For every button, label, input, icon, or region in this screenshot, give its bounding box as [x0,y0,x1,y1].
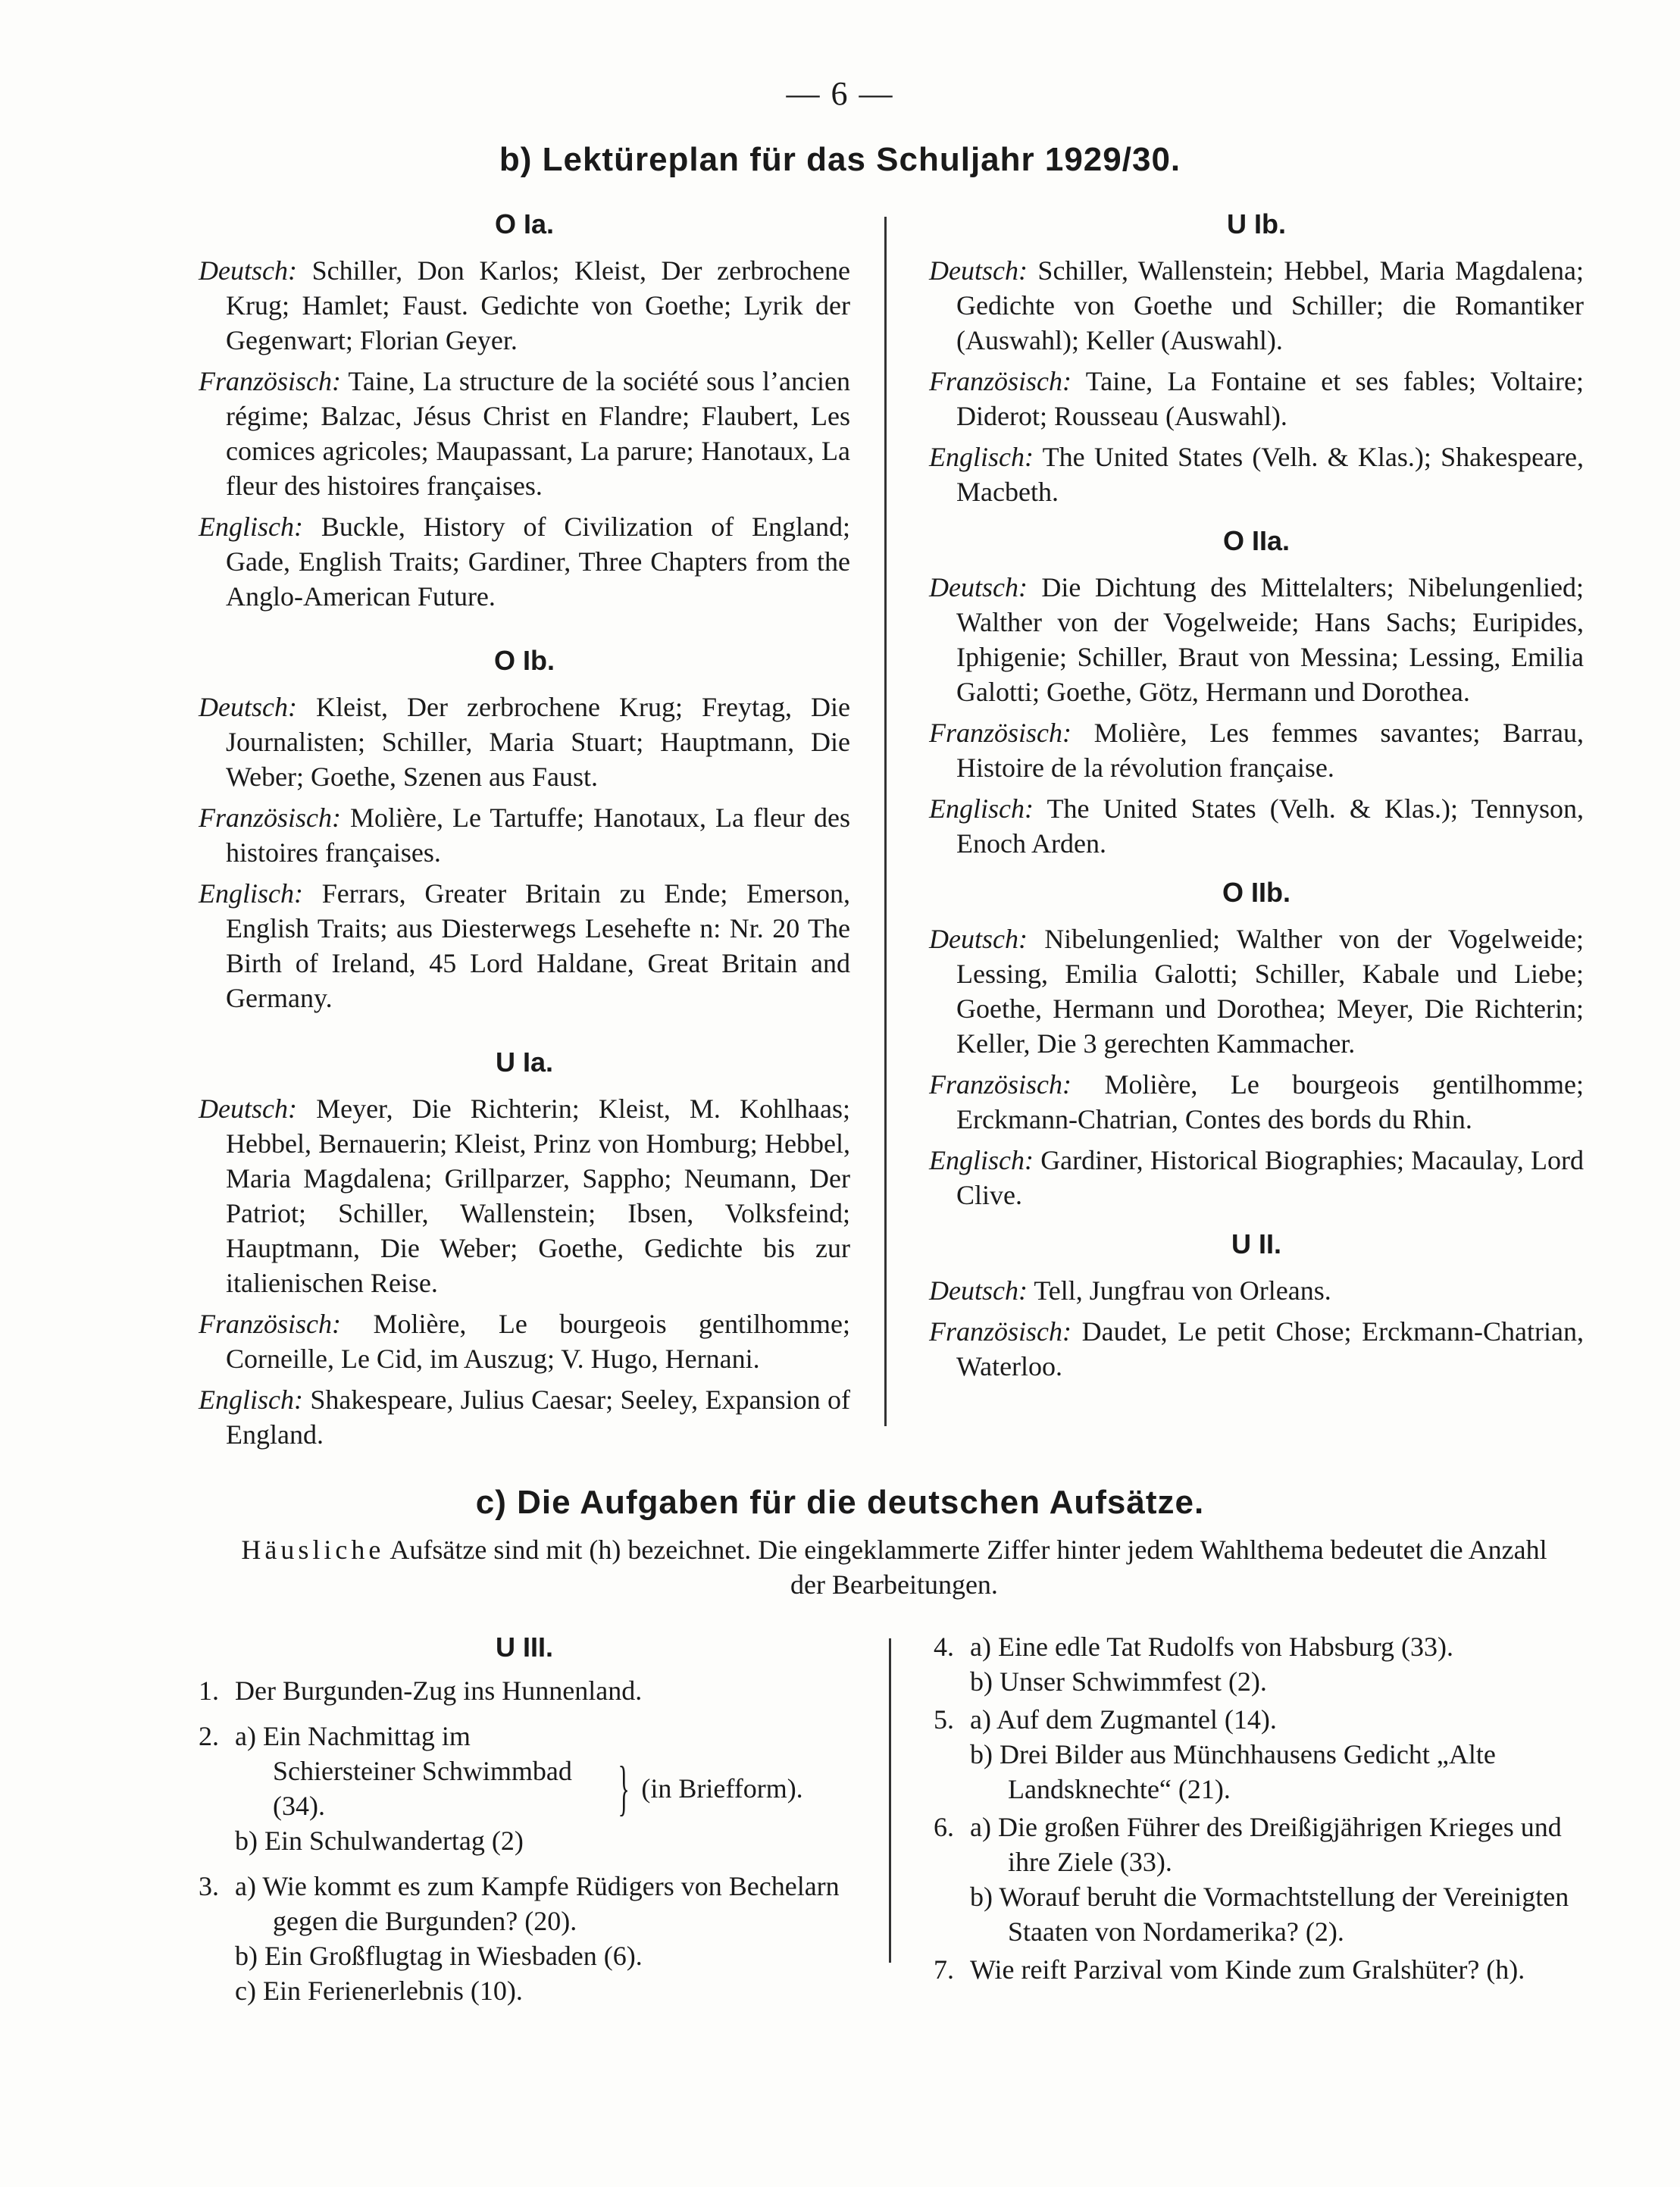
brace-icon: } [618,1755,630,1822]
section-c-title: c) Die Aufgaben für die deutschen Aufsätze. [475,1484,1205,1521]
essay-topics-left [199,1629,850,2019]
column-divider-essays [889,1638,891,1963]
reading-entry: Deutsch: Nibelungenlied; Walther von der Vogelweide; Lessing, Emilia Galotti; Schiller, Kabale und Liebe; Goethe, Hermann und Dorothea; Meyer, Die Richterin; Keller, Die 3 gerechten Kammacher. [929,924,1585,1059]
class-heading: U Ia. [495,1047,554,1078]
reading-entry: Französisch: Molière, Le bourgeois gentilhomme; Erckmann-Chatrian, Contes des bords du Rhin. [929,1069,1585,1134]
section-b-title: b) Lektüreplan für das Schuljahr 1929/30. [499,141,1181,178]
reading-entry: Englisch: Buckle, History of Civilization of England; Gade, English Traits; Gardiner, Three Chapters from the Anglo-American Future. [199,512,851,612]
essay-topic: 1. Der Burgunden-Zug ins Hunnenland. [199,1675,643,1706]
reading-entry: Englisch: The United States (Velh. & Klas.); Shakespeare, Macbeth. [929,442,1585,507]
reading-plan-left-column [199,206,850,1458]
reading-entry: Englisch: The United States (Velh. & Klas.); Tennyson, Enoch Arden. [929,793,1584,859]
reading-entry: Deutsch: Kleist, Der zerbrochene Krug; Freytag, Die Journalisten; Schiller, Maria Stuart; Hauptmann, Die Weber; Goethe, Szenen aus Faust. [199,692,850,792]
class-heading: O IIb. [1222,877,1291,908]
reading-entry: Englisch: Gardiner, Historical Biographies; Macaulay, Lord Clive. [929,1145,1584,1210]
reading-entry: Englisch: Ferrars, Greater Britain zu Ende; Emerson, English Traits; aus Diesterwegs Lesehefte n: Nr. 20 The Birth of Ireland, 45 Lord Haldane, Great Britain and Germany. [199,878,850,1013]
reading-entry: Englisch: Shakespeare, Julius Caesar; Seeley, Expansion of England. [199,1384,850,1450]
essay-topic: 4. a) Eine edle Tat Rudolfs von Habsburg (33). b) Unser Schwimmfest (2). [934,1632,1454,1697]
class-heading: O IIa. [1222,525,1291,556]
reading-entry: Französisch: Taine, La Fontaine et ses fables; Voltaire; Diderot; Rousseau (Auswahl). [929,366,1584,431]
reading-plan-right-column [929,206,1584,1390]
reading-entry: Deutsch: Tell, Jungfrau von Orleans. [929,1275,1331,1306]
reading-entry: Französisch: Molière, Le Tartuffe; Hanotaux, La fleur des histoires françaises. [199,803,850,868]
page-number: — 6 — [786,75,894,112]
class-heading: O Ia. [494,208,555,239]
essay-topic: 5. a) Auf dem Zugmantel (14). b) Drei Bilder aus Münchhausens Gedicht „Alte Landsknechte“ (21). [934,1704,1496,1804]
class-heading: O Ib. [494,645,555,676]
reading-entry: Deutsch: Schiller, Wallenstein; Hebbel, Maria Magdalena; Gedichte von Goethe und Schiller; die Romantiker (Auswahl); Keller (Auswahl). [929,255,1584,355]
class-heading: U II. [1231,1228,1281,1259]
reading-entry: Französisch: Molière, Le bourgeois gentilhomme; Corneille, Le Cid, im Auszug; V. Hugo, Hernani. [199,1309,851,1374]
reading-entry: Französisch: Molière, Les femmes savantes; Barrau, Histoire de la révolution française. [929,718,1584,783]
essay-topics-right [934,1629,1588,1998]
reading-entry: Französisch: Daudet, Le petit Chose; Erckmann-Chatrian, Waterloo. [929,1316,1584,1381]
reading-entry: Deutsch: Schiller, Don Karlos; Kleist, Der zerbrochene Krug; Hamlet; Faust. Gedichte von Goethe; Lyrik der Gegenwart; Florian Geyer. [199,255,851,355]
column-divider [884,217,887,1426]
reading-entry: Französisch: Taine, La structure de la société sous l’ancien régime; Balzac, Jésus Christ en Flandre; Flaubert, Les comices agricoles; Maupassant, La parure; Hanotaux, La fleur des histoires françaises. [199,366,850,501]
reading-entry: Deutsch: Die Dichtung des Mittelalters; Nibelungenlied; Walther von der Vogelweide; Hans Sachs; Euripides, Iphigenie; Schiller, Braut von Messina; Lessing, Emilia Galotti; Goethe, Götz, Hermann und Dorothea. [929,572,1584,707]
essay-topic: 7. Wie reift Parzival vom Kinde zum Gralshüter? (h). [934,1954,1525,1985]
essay-topic: 6. a) Die großen Führer des Dreißigjährigen Krieges und ihre Ziele (33). b) Worauf beruht die Vormachtstellung der Vereinigten Staaten von Nordamerika? (2). [934,1812,1569,1947]
essay-topic: 3. a) Wie kommt es zum Kampfe Rüdigers von Bechelarn gegen die Burgunden? (20). b) Ein Großflugtag in Wiesbaden (6). c) Ein Ferienerlebnis (10). [199,1871,840,2006]
class-heading: U Ib. [1227,208,1286,239]
essay-intro: Häusliche Aufsätze sind mit (h) bezeichnet. Die eingeklammerte Ziffer hinter jedem Wahlthema bedeutet die Anzahl der Bearbeitungen. [241,1535,1547,1600]
reading-entry: Deutsch: Meyer, Die Richterin; Kleist, M. Kohlhaas; Hebbel, Bernauerin; Kleist, Prinz von Homburg; Hebbel, Maria Magdalena; Grillparzer, Sappho; Neumann, Der Patriot; Schiller, Wallenstein; Ibsen, Volksfeind; Hauptmann, Die Weber; Goethe, Gedichte bis zur italienischen Reise. [199,1094,851,1298]
class-heading: U III. [495,1632,553,1663]
essay-topic: 2. a) Ein Nachmittag im Schiersteiner Schwimmbad (34). b) Ein Schulwandertag (2) } (in Briefform). [199,1721,803,1856]
